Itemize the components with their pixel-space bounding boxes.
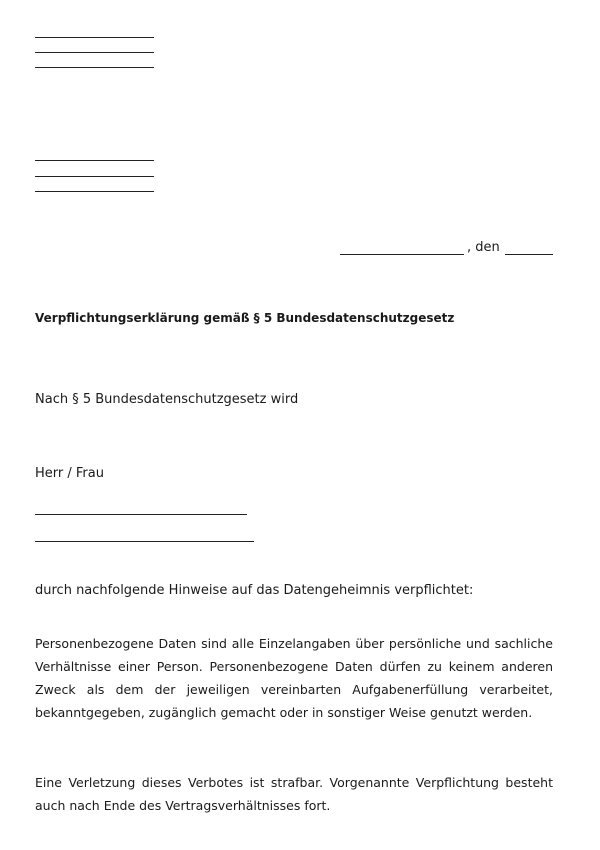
document-title: Verpflichtungserklärung gemäß § 5 Bundesdatenschutzgesetz xyxy=(35,311,455,325)
recipient-line-3[interactable] xyxy=(35,191,154,192)
salutation-text: Herr / Frau xyxy=(35,466,104,481)
sender-line-3[interactable] xyxy=(35,67,154,68)
intro-text: Nach § 5 Bundesdatenschutzgesetz wird xyxy=(35,392,299,407)
date-separator: , den xyxy=(467,240,500,255)
recipient-line-1[interactable] xyxy=(35,160,154,161)
date-blank-line[interactable] xyxy=(505,254,553,255)
recipient-line-2[interactable] xyxy=(35,176,154,177)
name-line-1[interactable] xyxy=(35,514,247,515)
sender-line-1[interactable] xyxy=(35,37,154,38)
sender-line-2[interactable] xyxy=(35,52,154,53)
place-blank-line[interactable] xyxy=(340,254,464,255)
obligation-text: durch nachfolgende Hinweise auf das Datengeheimnis verpflichtet: xyxy=(35,583,474,598)
paragraph-penalty: Eine Verletzung dieses Verbotes ist strafbar. Vorgenannte Verpflichtung besteht auch nach Ende des Vertragsverhältnisses fort. xyxy=(35,775,553,813)
name-line-2[interactable] xyxy=(35,541,254,542)
paragraph-definition: Personenbezogene Daten sind alle Einzelangaben über persönliche und sachliche Verhältnisse einer Person. Personenbezogene Daten dürfen zu keinem anderen Zweck als dem der jeweiligen vereinbarten Aufgabenerfüllung verarbeitet, bekanntgegeben, zugänglich gemacht oder in sonstiger Weise genutzt werden. xyxy=(35,636,553,720)
